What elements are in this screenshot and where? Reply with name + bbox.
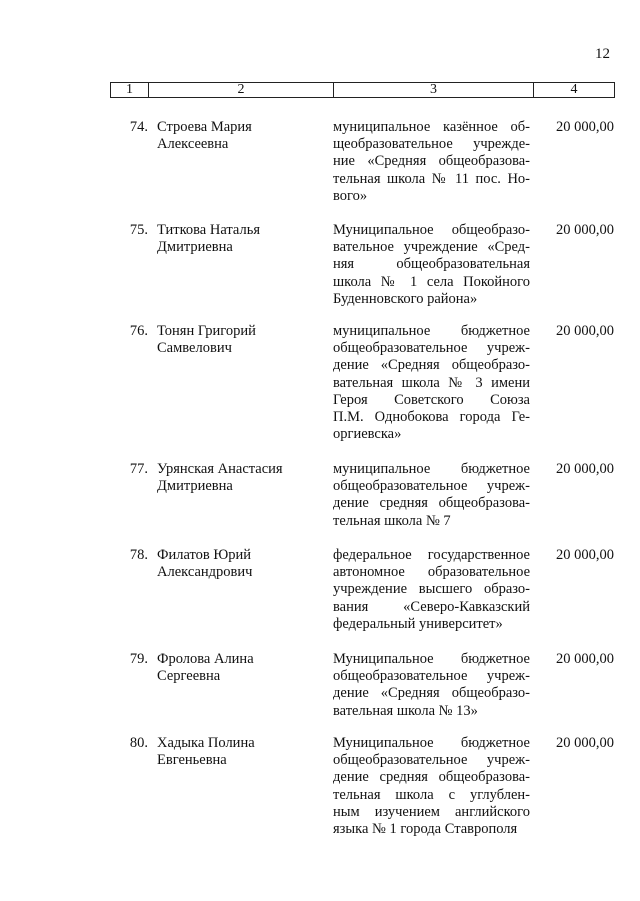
recipient-name	[157, 735, 317, 769]
column-header-1: 1	[111, 83, 149, 98]
institution-name-line: вательная школа № 3 имени	[333, 374, 530, 391]
institution-name-line: П.М. Однобокова города Ге-	[333, 409, 530, 426]
recipient-name-line: Строева Мария	[157, 119, 252, 135]
institution-name-line: федеральный университет»	[333, 615, 503, 632]
institution-name-line: дение «Средняя общеобразо-	[333, 357, 530, 374]
institution-name	[333, 119, 530, 205]
recipient-name-line: Хадыка Полина	[157, 735, 255, 751]
grant-amount: 20 000,00	[556, 651, 614, 667]
institution-name-line: вания «Северо-Кавказский	[333, 598, 530, 615]
institution-name	[333, 323, 530, 443]
grant-amount: 20 000,00	[556, 323, 614, 339]
entry-number: 80.	[129, 735, 148, 751]
institution-name-line: ным изучением английского	[333, 803, 530, 820]
institution-name-line: федеральное государственное	[333, 547, 530, 563]
institution-name-line: общеобразовательное учреж-	[333, 478, 530, 495]
institution-name-line: муниципальное бюджетное	[333, 323, 530, 339]
entry-number: 76.	[129, 323, 148, 339]
institution-name-line: общеобразовательное учреж-	[333, 340, 530, 357]
institution-name-line: дение средняя общеобразова-	[333, 495, 530, 512]
institution-name-line: учреждение высшего образо-	[333, 581, 530, 598]
recipient-name	[157, 651, 317, 685]
recipient-name-line: Урянская Анастасия	[157, 461, 283, 477]
institution-name-line: тельная школа с углублен-	[333, 786, 530, 803]
institution-name-line: муниципальное казённое об-	[333, 119, 530, 135]
institution-name-line: автономное образовательное	[333, 564, 530, 581]
institution-name-line: дение «Средняя общеобразо-	[333, 685, 530, 702]
institution-name	[333, 651, 530, 720]
institution-name	[333, 547, 530, 633]
institution-name-line: Муниципальное бюджетное	[333, 735, 530, 751]
recipient-name-line: Алексеевна	[157, 136, 229, 153]
recipient-name-line: Евгеньевна	[157, 752, 227, 769]
recipient-name-line: Титкова Наталья	[157, 222, 260, 238]
recipient-name-line: Самвелович	[157, 340, 232, 357]
institution-name-line: вательная школа № 13»	[333, 702, 478, 719]
entry-number: 79.	[129, 651, 148, 667]
recipient-name-line: Филатов Юрий	[157, 547, 252, 563]
institution-name-line: щеобразовательное учрежде-	[333, 136, 530, 153]
institution-name	[333, 222, 530, 308]
column-header-row	[111, 83, 615, 98]
recipient-name	[157, 323, 317, 357]
institution-name-line: Муниципальное общеобразо-	[333, 222, 530, 238]
institution-name-line: общеобразовательное учреж-	[333, 668, 530, 685]
page-number: 12	[595, 46, 610, 62]
column-header-2: 2	[149, 83, 334, 98]
entry-number: 74.	[129, 119, 148, 135]
institution-name-line: дение средняя общеобразова-	[333, 769, 530, 786]
institution-name-line: Буденновского района»	[333, 290, 478, 307]
recipient-name-line: Дмитриевна	[157, 239, 233, 256]
institution-name-line: муниципальное бюджетное	[333, 461, 530, 477]
recipient-name	[157, 461, 317, 495]
grant-amount: 20 000,00	[556, 735, 614, 751]
institution-name-line: няя общеобразовательная	[333, 256, 530, 273]
recipient-name	[157, 119, 317, 153]
grant-amount: 20 000,00	[556, 222, 614, 238]
institution-name-line: тельная школа № 11 пос. Но-	[333, 170, 530, 187]
institution-name-line: тельная школа № 7	[333, 512, 451, 529]
institution-name-line: школа № 1 села Покойного	[333, 273, 530, 290]
recipient-name-line: Сергеевна	[157, 668, 221, 685]
recipient-name	[157, 547, 317, 581]
institution-name-line: общеобразовательное учреж-	[333, 752, 530, 769]
column-header-table	[110, 82, 615, 98]
column-header-4: 4	[534, 83, 615, 98]
grant-amount: 20 000,00	[556, 547, 614, 563]
institution-name-line: вательное учреждение «Сред-	[333, 239, 530, 256]
entry-number: 75.	[129, 222, 148, 238]
recipient-name-line: Александрович	[157, 564, 253, 581]
entry-number: 77.	[129, 461, 148, 477]
recipient-name	[157, 222, 317, 256]
entry-number: 78.	[129, 547, 148, 563]
recipient-name-line: Тонян Григорий	[157, 323, 256, 339]
recipient-name-line: Дмитриевна	[157, 478, 233, 495]
institution-name	[333, 461, 530, 530]
grant-amount: 20 000,00	[556, 119, 614, 135]
column-header-3: 3	[334, 83, 534, 98]
institution-name-line: вого»	[333, 187, 368, 204]
institution-name-line: оргиевска»	[333, 426, 402, 443]
recipient-name-line: Фролова Алина	[157, 651, 254, 667]
institution-name-line: Муниципальное бюджетное	[333, 651, 530, 667]
institution-name-line: Героя Советского Союза	[333, 391, 530, 408]
grant-amount: 20 000,00	[556, 461, 614, 477]
institution-name	[333, 735, 530, 838]
institution-name-line: языка № 1 города Ставрополя	[333, 821, 518, 838]
institution-name-line: ние «Средняя общеобразова-	[333, 153, 530, 170]
